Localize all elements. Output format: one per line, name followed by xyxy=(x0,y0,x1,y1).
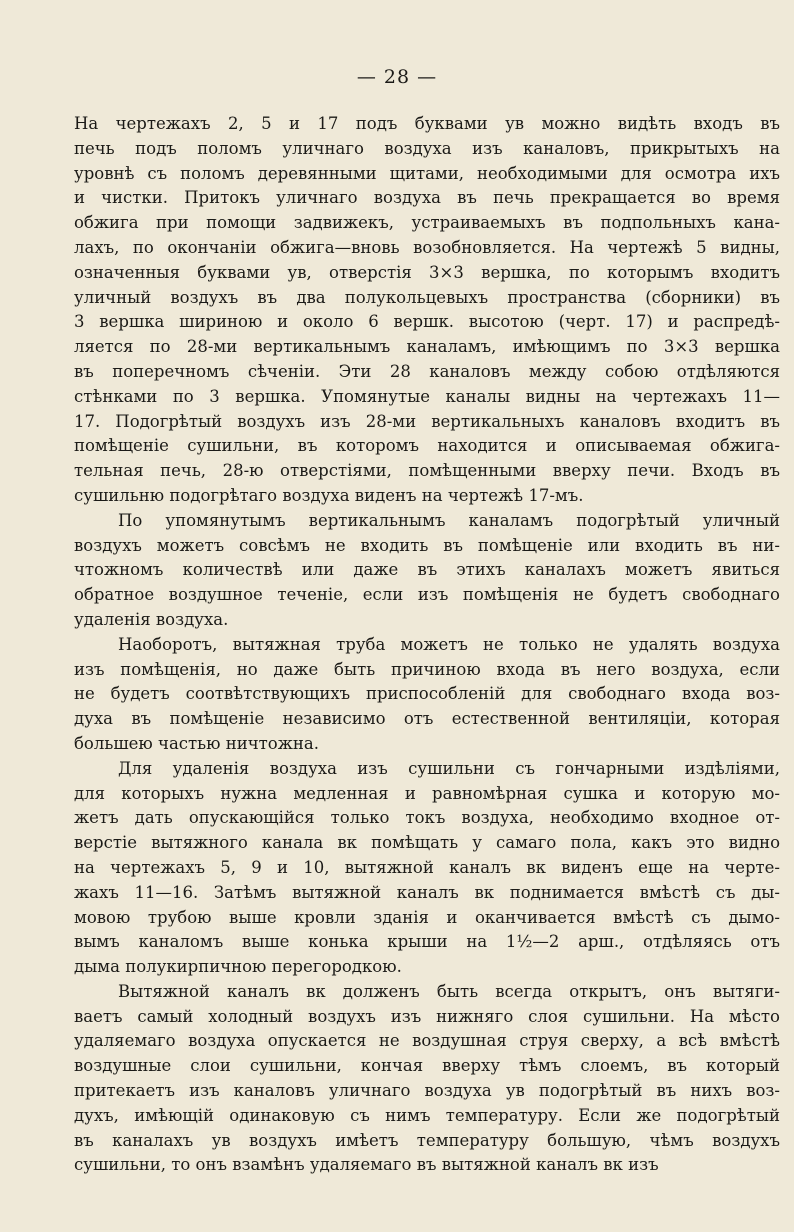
paragraph xyxy=(74,980,780,1178)
text-line: помѣщеніе сушильни, въ которомъ находится и описываемая обжига- xyxy=(74,436,780,456)
text-line: притекаетъ изъ каналовъ уличнаго воздуха ув подогрѣтый въ нихъ воз- xyxy=(74,1081,780,1101)
text-line: уличный воздухъ въ два полукольцевыхъ пространства (сборники) въ xyxy=(74,287,780,307)
text-line: жахъ 11—16. Затѣмъ вытяжной каналъ вк поднимается вмѣстѣ съ ды- xyxy=(74,882,780,902)
text-line: означенныя буквами ув, отверстія 3×3 вершка, по которымъ входитъ xyxy=(74,262,780,282)
text-line: По упомянутымъ вертикальнымъ каналамъ подогрѣтый уличный xyxy=(118,510,780,530)
text-line: изъ помѣщенія, но даже быть причиною входа въ него воздуха, если xyxy=(74,659,780,679)
text-line: въ каналахъ ув воздухъ имѣетъ температуру большую, чѣмъ воздухъ xyxy=(74,1130,780,1150)
text-line: ваетъ самый холодный воздухъ изъ нижняго слоя сушильни. На мѣсто xyxy=(74,1006,780,1026)
text-line: печь подъ поломъ уличнаго воздуха изъ каналовъ, прикрытыхъ на xyxy=(74,138,780,158)
text-line: На чертежахъ 2, 5 и 17 подъ буквами ув можно видѣть входъ въ xyxy=(74,114,780,133)
text-line: большею частью ничтожна. xyxy=(74,733,319,753)
text-line: сушильни, то онъ взамѣнъ удаляемаго въ вытяжной каналъ вк изъ xyxy=(74,1155,659,1175)
text-line: ляется по 28-ми вертикальнымъ каналамъ, имѣющимъ по 3×3 вершка xyxy=(74,337,780,357)
text-line: чтожномъ количествѣ или даже въ этихъ каналахъ можетъ явиться xyxy=(74,560,780,580)
text-line: удаленія воздуха. xyxy=(74,609,229,629)
text-line: вымъ каналомъ выше конька крыши на 1½—2 арш., отдѣляясь отъ xyxy=(74,932,780,952)
text-line: Для удаленія воздуха изъ сушильни съ гончарными издѣліями, xyxy=(118,758,780,778)
text-line: на чертежахъ 5, 9 и 10, вытяжной каналъ вк виденъ еще на черте- xyxy=(74,857,780,877)
text-line: не будетъ соотвѣтствующихъ приспособленій для свободнаго входа воз- xyxy=(74,684,780,704)
text-line: тельная печь, 28-ю отверстіями, помѣщенными вверху печи. Входъ въ xyxy=(74,461,780,481)
paragraph xyxy=(74,509,780,633)
text-line: духа въ помѣщеніе независимо отъ естественной вентиляціи, которая xyxy=(74,709,780,729)
text-line: лахъ, по окончаніи обжига—вновь возобновляется. На чертежѣ 5 видны, xyxy=(74,237,780,257)
text-line: обратное воздушное теченіе, если изъ помѣщенія не будетъ свободнаго xyxy=(74,585,780,605)
text-line: дыма полукирпичною перегородкою. xyxy=(74,957,402,977)
text-line: воздушные слои сушильни, кончая вверху тѣмъ слоемъ, въ который xyxy=(74,1056,780,1076)
text-line: верстіе вытяжного канала вк помѣщать у самаго пола, какъ это видно xyxy=(74,833,780,853)
paragraph xyxy=(74,112,780,509)
text-line: обжига при помощи задвижекъ, устраиваемыхъ въ подпольныхъ кана- xyxy=(74,213,780,233)
text-line: и чистки. Притокъ уличнаго воздуха въ печь прекращается во время xyxy=(74,188,780,208)
paragraph xyxy=(74,757,780,980)
text-line: Вытяжной каналъ вк долженъ быть всегда открытъ, онъ вытяги- xyxy=(118,981,780,1001)
text-line: для которыхъ нужна медленная и равномѣрная сушка и которую мо- xyxy=(74,783,780,803)
text-line: жетъ дать опускающійся только токъ воздуха, необходимо входное от- xyxy=(74,808,780,828)
text-line: мовою трубою выше кровли зданія и оканчивается вмѣстѣ съ дымо- xyxy=(74,907,780,927)
text-line: воздухъ можетъ совсѣмъ не входить въ помѣщеніе или входить въ ни- xyxy=(74,535,780,555)
body-text xyxy=(74,112,780,1178)
text-line: 3 вершка шириною и около 6 вершк. высотою (черт. 17) и распредѣ- xyxy=(74,312,780,332)
text-line: 17. Подогрѣтый воздухъ изъ 28-ми вертикальныхъ каналовъ входитъ въ xyxy=(74,411,780,431)
text-line: стѣнками по 3 вершка. Упомянутые каналы видны на чертежахъ 11— xyxy=(74,386,780,406)
text-line: Наоборотъ, вытяжная труба можетъ не только не удалять воздуха xyxy=(118,634,780,654)
text-line: уровнѣ съ поломъ деревянными щитами, необходимыми для осмотра ихъ xyxy=(74,163,780,183)
text-line: удаляемаго воздуха опускается не воздушная струя сверху, а всѣ вмѣстѣ xyxy=(74,1031,780,1051)
paragraph xyxy=(74,633,780,757)
text-line: духъ, имѣющій одинаковую съ нимъ температуру. Если же подогрѣтый xyxy=(74,1105,780,1125)
page-number: — 28 — xyxy=(356,66,438,88)
text-line: въ поперечномъ сѣченіи. Эти 28 каналовъ между собою отдѣляются xyxy=(74,361,780,381)
text-line: сушильню подогрѣтаго воздуха виденъ на чертежѣ 17-мъ. xyxy=(74,485,584,505)
